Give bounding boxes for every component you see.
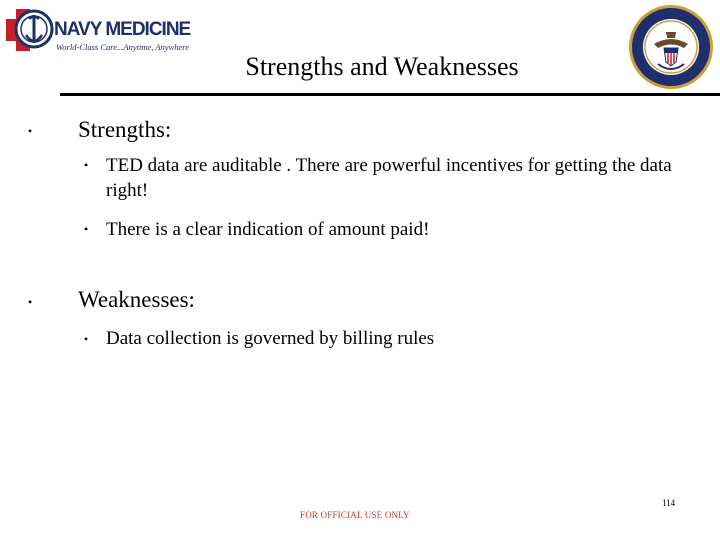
bullet-icon: • bbox=[84, 332, 89, 346]
list-item: TED data are auditable . There are powerful incentives for getting the data right! bbox=[106, 155, 672, 201]
section-heading-strengths: Strengths: bbox=[78, 117, 172, 142]
section-heading-weaknesses: Weaknesses: bbox=[78, 287, 195, 312]
bullet-icon: • bbox=[28, 295, 33, 309]
logo-tagline: World-Class Care...Anytime, Anywhere bbox=[56, 42, 189, 52]
page-number: 114 bbox=[662, 498, 676, 508]
bullet-icon: • bbox=[28, 124, 33, 138]
logo-brand-text: NAVY MEDICINE bbox=[54, 19, 191, 40]
bullet-icon: • bbox=[84, 222, 89, 236]
footer-classification: FOR OFFICIAL USE ONLY bbox=[300, 510, 410, 520]
list-item: There is a clear indication of amount paid! bbox=[106, 219, 430, 240]
list-item: Data collection is governed by billing rules bbox=[106, 328, 435, 349]
title-divider bbox=[60, 93, 720, 96]
bullet-icon: • bbox=[84, 158, 89, 172]
navy-medicine-emblem-icon bbox=[4, 5, 54, 55]
slide-title: Strengths and Weaknesses bbox=[245, 52, 519, 81]
